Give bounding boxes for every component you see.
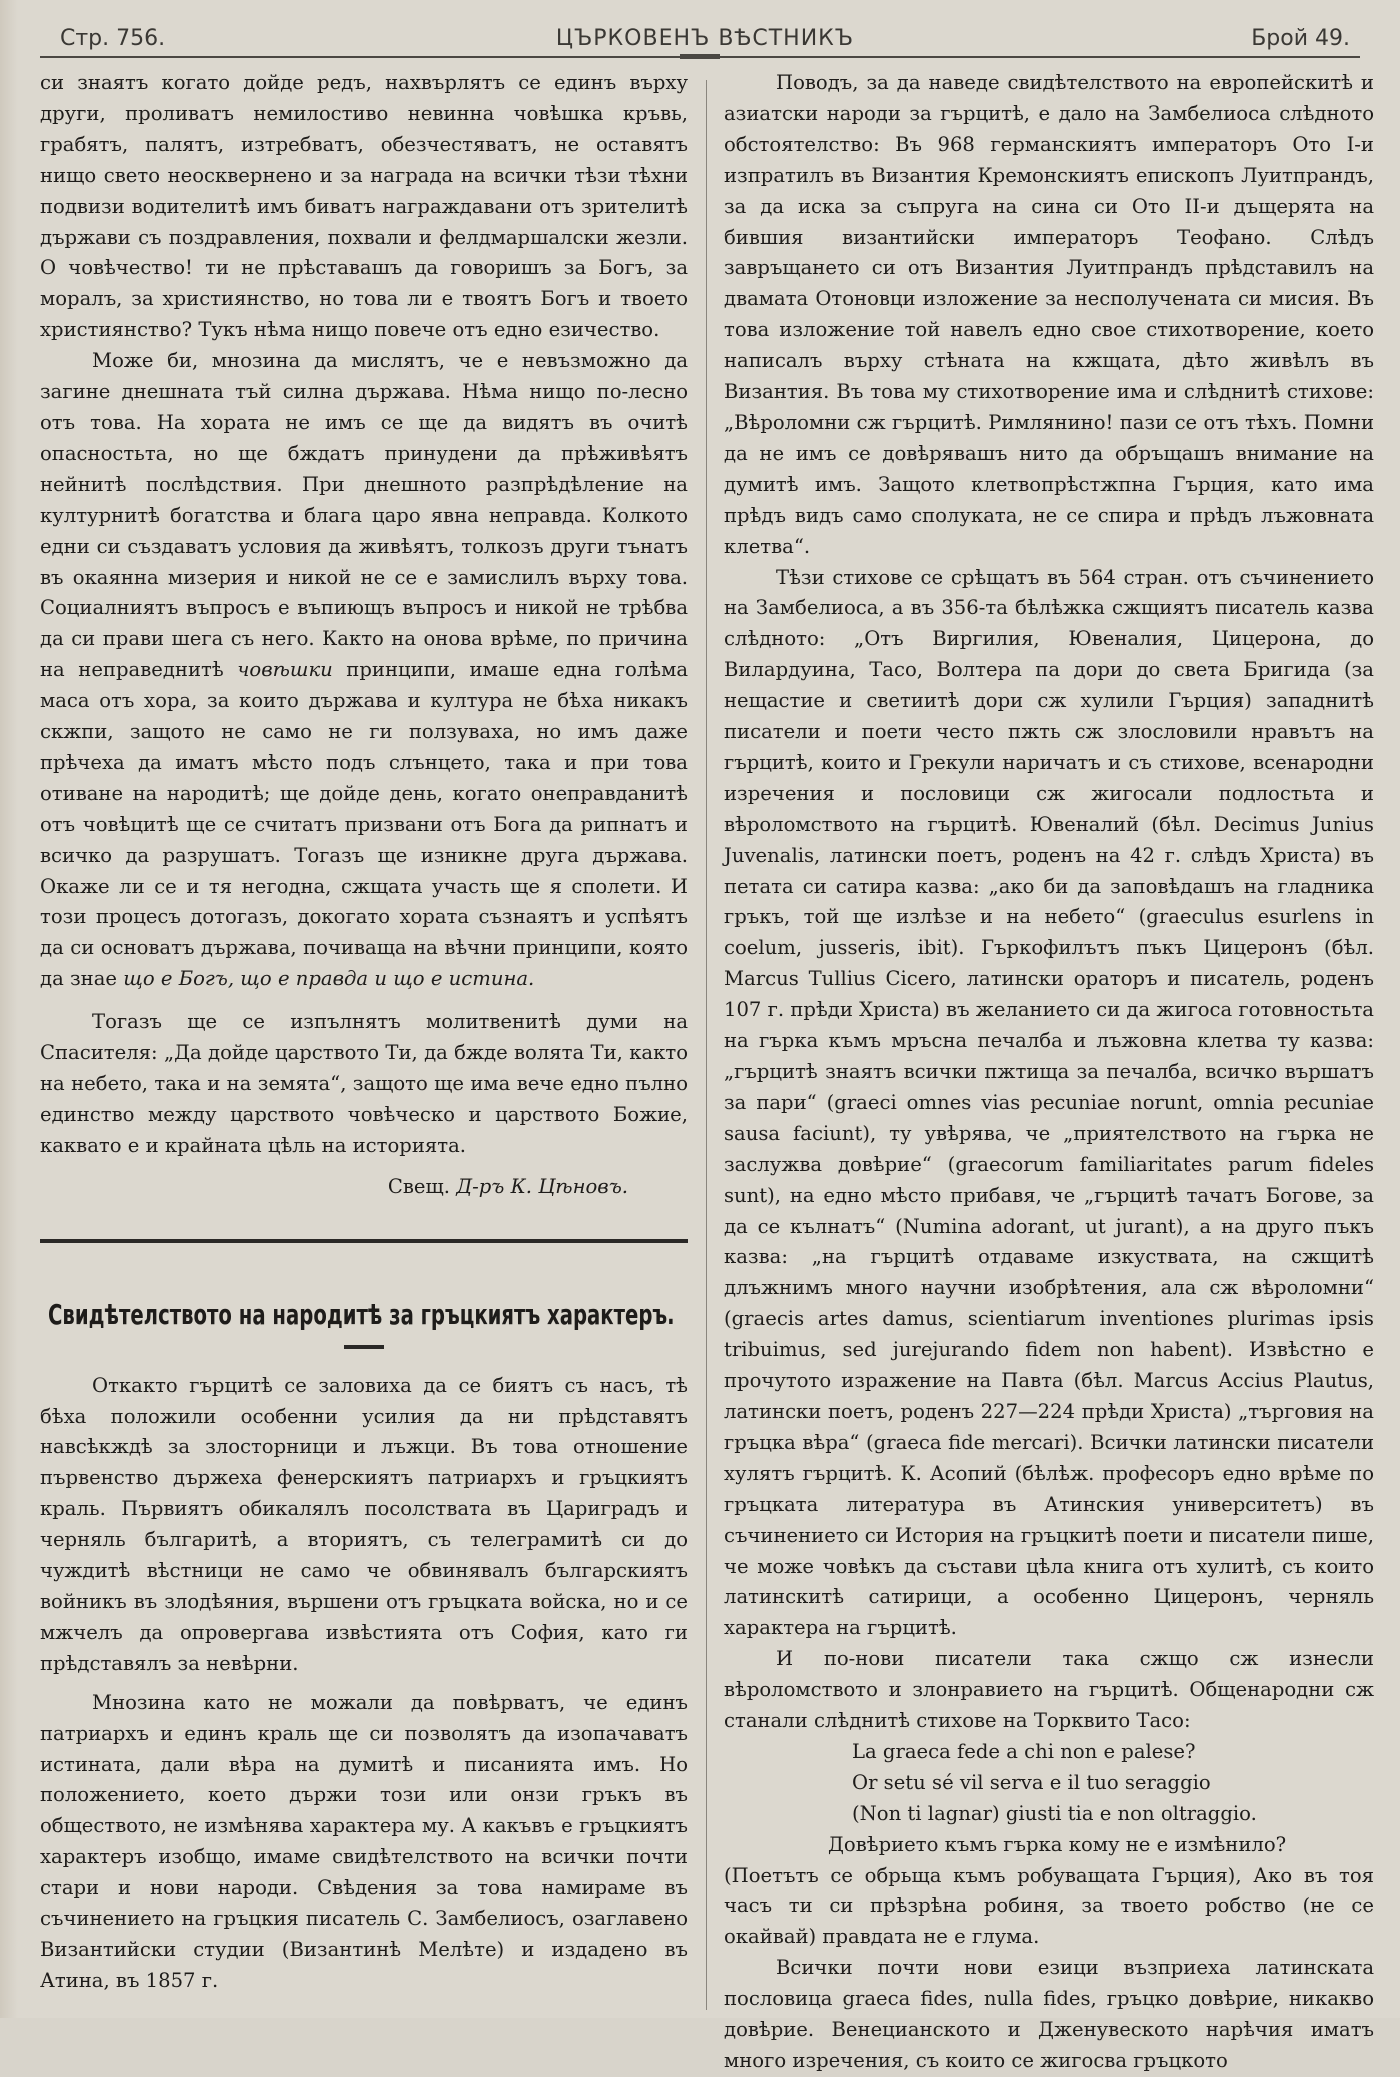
column-divider (706, 80, 707, 2010)
issue-number: Брой 49. (1251, 26, 1350, 51)
right-paragraph-5: Всички почти нови езици възприеха латинската пословица graeca fides, nulla fides, гръцко довѣрие, никакво довѣрие. Венецианското и Дженувеското нарѣчия иматъ много изречения, съ които се жигосва гръцкото (724, 1956, 1374, 2072)
article-headline: Свидѣтелството на народитѣ за гръцкиятъ характеръ. (48, 1297, 675, 1331)
right-paragraph-2: Тѣзи стихове се срѣщатъ въ 564 стран. отъ съчинението на Замбелиоса, а въ 356-та бѣлѣжка сжщиятъ писатель казва слѣдното: „Отъ Виргилия, Ювеналия, Цицерона, до Вилардуина, Тасо, Волтера па дори до света Бригида (за нещастие и светиитѣ дори сж хулили Гърция) западнитѣ писатели и поети често пжть сж злословили нравътъ на гърцитѣ, които и Грекули наричатъ и съ стихове, всенародни изречения и пословици сж жигосали подлостьта и вѣроломството на гърцитѣ. Ювеналий (бѣл. Decimus Junius Juvenalis, латински поетъ, роденъ на 42 г. слѣдъ Христа) въ петата си сатира казва: „ако би да заповѣдашъ на гладника гръкъ, той ще излѣзе и на небето“ (graeculus esurlens in coelum, jusseris, ibit). Гъркофилътъ пъкъ Цицеронъ (бѣл. Marcus Tullius Cicero, латински ораторъ и писатель, роденъ 107 г. прѣди Христа) въ желанието си да жигоса готовностьта на гърка къмъ мръсна печалба и лъжовна клетва ту казва: „гърцитѣ знаятъ всички пжтища за печалба, всичко вършатъ за пари“ (graeci omnes vias pecuniae norunt, omnia pecuniae sausa faciunt), ту увѣрява, че „приятелството на гърка не заслужва довѣрие“ (graecorum familiaritates parum fideles sunt), на едно мѣсто прибавя, че „гърцитѣ тачатъ Богове, за да се кълнатъ“ (Numina adorant, ut jurant), а на друго пъкъ казва: „на гърцитѣ отдаваме изкуствата, на сжщитѣ длъжнимъ много научни изобрѣтения, ала сж вѣроломни“ (graecis artes damus, scientiarum inventiones plurimas ipsis tribuimus, sed jurejurando fidem non habent). Извѣстно е прочутото изражение на Павта (бѣл. Marcus Accius Plautus, латински поетъ, роденъ 227—224 прѣди Христа) „търговия на гръцка вѣра“ (graeca fide mercari). Всички латински писатели хулятъ гърцитѣ. К. Асопий (бѣлѣж. професоръ едно врѣме по гръцката литература въ Атинския университетъ) въ съчинението си История на гръцкитѣ поети и писатели пише, че може човѣкъ да състави цѣла книга отъ хулитѣ, съ които латинскитѣ сатирици, а особенно Цицеронъ, черняль характера на гърцитѣ. (724, 565, 1374, 1640)
page-number: Стр. 756. (60, 26, 166, 51)
right-paragraph-3: И по-нови писатели така сжщо сж изнесли вѣроломството и злонравието на гърцитѣ. Общенародни сж станали слѣднитѣ стихове на Торквито Тасо: (724, 1647, 1374, 1733)
left-paragraph-2-text: Може би, мнозина да мислятъ, че е невъзможно да загине днешната тъй силна държава. Нѣма нищо по-лесно отъ това. На хората не имъ се ще да видятъ въ очитѣ опасностьта, но ще бждатъ принудени да прѣживѣятъ нейнитѣ послѣдствия. При днешното разпрѣдѣление на културнитѣ богатства и блага царо явна неправда. Колкото едни си създаватъ условия да живѣятъ, толкозъ други тънатъ въ окаянна мизерия и никой не се е замислилъ върху това. Социалниятъ въпросъ е въпиющъ въпросъ и никой не трѣбва да си прави шега съ него. Както на онова врѣме, по причина на неправеднитѣ (40, 349, 688, 682)
left-paragraph-2-text-b: принципи, имаше една голѣма маса отъ хора, за които държава и култура не бѣха никакъ скжпи, защото не само не ги ползуваха, но имъ даже прѣчеха да иматъ мѣсто подъ слънцето, така и при това отиване на народитѣ; ще дойде день, когато онеправданитѣ отъ човѣцитѣ ще се считатъ призвани отъ Бога да рипнатъ и всичко да разрушатъ. Тогазъ ще изникне друга държава. Окаже ли се и тя негодна, сжщата участь ще я сполети. И този процесъ дотогазъ, докогато хората съзнаятъ и успѣятъ да си основатъ държава, почиваща на вѣчни принципи, която да знае (40, 658, 689, 991)
page-header (60, 22, 1350, 56)
newspaper-title: ЦЪРКОВЕНЪ ВѢСТНИКЪ (555, 26, 855, 51)
verse-translation: Довѣрието къмъ гърка кому не е измѣнило? (828, 1832, 1287, 1856)
verse-line-2: Or setu sé vil serva e il tuo seraggio (852, 1770, 1211, 1794)
header-rule (40, 56, 1360, 58)
left-paragraph-5: Мнозина като не можали да повѣрватъ, че единъ патриархъ и единъ краль ще си позволятъ да изопачаватъ истината, дали вѣра на думитѣ и писанията имъ. Но положението, което държи този или онзи гръкъ въ обществото, не измѣнява характера му. А какъвъ е гръцкиятъ характеръ изобщо, имаме свидѣтелството на всички почти стари и нови народи. Свѣдения за това намираме въ съчинението на гръцкия писатель С. Замбелиосъ, озаглавено Византийски студии (Византинѣ Мелѣте) и издадено въ Атина, въ 1857 г. (40, 1690, 688, 1992)
right-paragraph-1: Поводъ, за да наведе свидѣтелството на европейскитѣ и азиатски народи за гърцитѣ, е дало на Замбелиоса слѣдното обстоятелство: Въ 968 германскиятъ императоръ Ото I-и изпратилъ въ Византия Кремонскиятъ епископъ Луитпрандъ, за да иска за съпруга на сина си Ото II-и дъщерята на бившия византийски императоръ Теофано. Слѣдъ завръщането си отъ Византия Луитпрандъ прѣдставилъ на двамата Отоновци изложение за несполучената си мисия. Въ това изложение той навелъ едно свое стихотворение, което написалъ върху стѣната на кжщата, дѣто живѣлъ въ Византия. Въ това му стихотворение има и слѣднитѣ стихове: „Вѣроломни сж гърцитѣ. Римлянино! пази се отъ тѣхъ. Помни да не имъ се довѣрявашъ нито да обръщашъ внимание на думитѣ имъ. Защото клетвопрѣстжпна Гърция, като има прѣдъ видъ само сполуката, не се спира и прѣдъ лъжовната клетва“. (724, 71, 1374, 558)
left-paragraph-2-emphasis: човѣшки (237, 658, 333, 682)
verse-line-1: La graeca fede a chi non e palese? (852, 1739, 1196, 1763)
right-column (724, 68, 1374, 2077)
left-paragraph-3: Тогазъ ще се изпълнятъ молитвенитѣ думи на Спасителя: „Да дойде царството Ти, да бжде волята Ти, както на небето, така и на земята“, защото ще има вече едно пълно единство между царството човѣческо и царството Божие, каквато е и крайната цѣль на историята. (40, 1010, 688, 1157)
headline-dash (344, 1345, 384, 1349)
left-column (40, 68, 688, 1997)
left-paragraph-2-emphasis-2: що е Богъ, що е правда и що е истина. (123, 967, 535, 991)
signature (40, 1172, 628, 1203)
signature-prefix: Свещ. (387, 1174, 450, 1198)
article-separator (40, 1239, 688, 1243)
signature-name: Д-ръ К. Цѣновъ. (456, 1174, 628, 1198)
page-edge-shadow (0, 0, 18, 2018)
header-rule-mark (680, 54, 720, 59)
left-paragraph-4: Откакто гърцитѣ се заловиха да се биятъ съ насъ, тѣ бѣха положили особенни усилия да ни прѣдставятъ навсѣкждѣ за злосторници и лъжци. Въ това отношение първенство държеха фенерскиятъ патриархъ и гръцкиятъ краль. Първиятъ обикалялъ посолствата въ Цариградъ и черняль българитѣ, а вториятъ, съ телеграмитѣ си до чуждитѣ вѣстници не само че обвинявалъ българскиятъ войникъ въ злодѣяния, вършени отъ гръцката войска, но и се мжчелъ да опровергава извѣстията отъ София, като ги прѣдставялъ за невѣрни. (40, 1373, 688, 1675)
left-paragraph-1: си знаятъ когато дойде редъ, нахвърлятъ се единъ върху други, проливатъ немилостиво невинна човѣшка кръвь, грабятъ, палятъ, изтребватъ, обезчестяватъ, не оставятъ нищо свето неосквернено и за награда на всички тѣзи тѣхни подвизи водителитѣ имъ биватъ награждавани отъ зрителитѣ държави съ поздравления, похвали и фелдмаршалски жезли. О човѣчество! ти не прѣставашъ да говоришъ за Богъ, за моралъ, за християнство, но това ли е твоятъ Богъ и твоето християнство? Тукъ нѣма нищо повече отъ едно езичество. (40, 71, 688, 342)
verse-line-3: (Non ti lagnar) giusti tia e non oltraggio. (852, 1801, 1257, 1825)
right-paragraph-4: (Поетътъ се обрьща къмъ робуващата Гърция), Ако въ тоя часъ ти си прѣзрѣна робиня, за твоето робство (не се окайвай) правдата не е глума. (724, 1863, 1374, 1949)
left-paragraph-2 (40, 346, 688, 995)
